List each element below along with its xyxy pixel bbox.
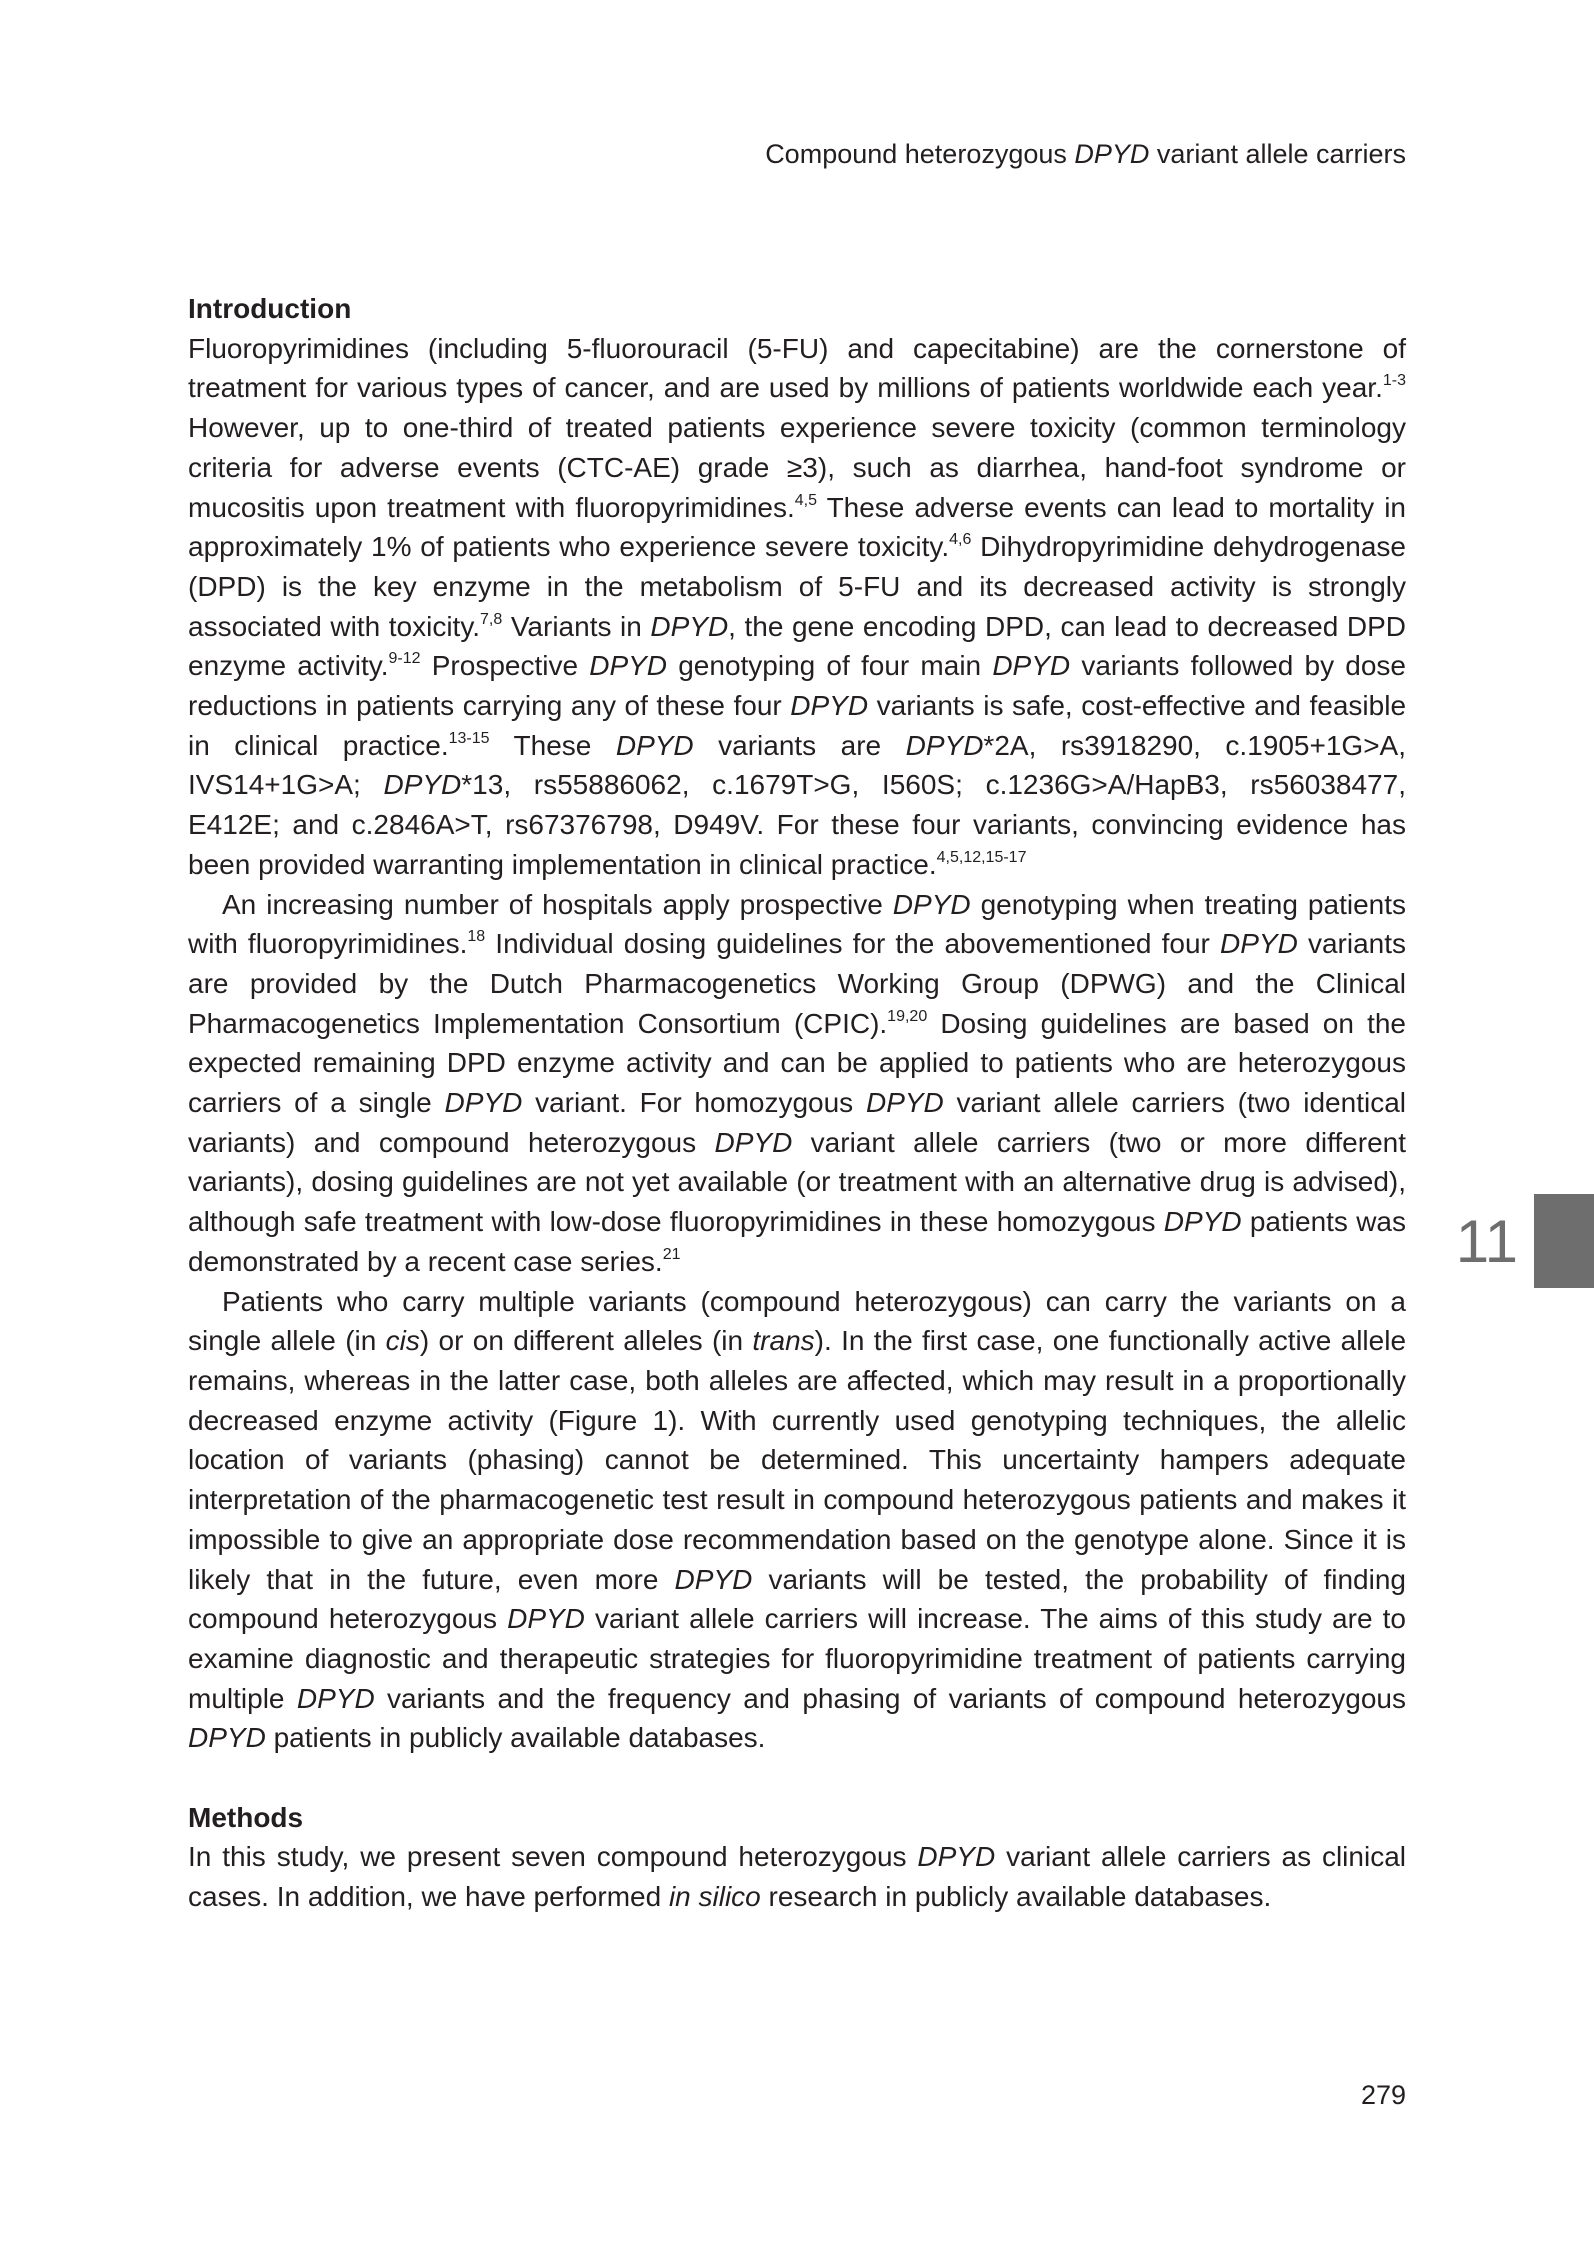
gene-name: DPYD (383, 769, 462, 801)
gene-name: DPYD (507, 1603, 585, 1635)
section-gap (188, 1758, 1406, 1798)
page-number: 279 (1360, 2080, 1406, 2110)
gene-name: DPYD (714, 1126, 793, 1158)
gene-name: DPYD (589, 650, 668, 682)
gene-name: DPYD (188, 1722, 266, 1754)
paragraph-1: Fluoropyrimidines (including 5-fluorouracil (5-FU) and capecitabine) are the cornerstone of treatment for various types of cancer, and are used by millions of patients worldwide each year.$^{1-3}$ However, up to one-third of treated patients experience severe toxicity (common terminology criteria for adverse events (CTC-AE) grade ≥3), such as diarrhea, hand-foot syndrome or mucositis upon treatment with fluoropyrimidines.$^{4,5}$ These adverse events can lead to mortality in approximately 1% of patients who experience severe toxicity.$^{4,6}$ Dihydropyrimidine dehydrogenase (DPD) is the key enzyme in the metabolism of 5-FU and its decreased activity is strongly associated with toxicity.$^{7,8}$ Variants in DPYD, the gene encoding DPD, can lead to decreased DPD enzyme activity.$^{9-12}$ Prospective DPYD genotyping of four main DPYD variants followed by dose reductions in patients carrying any of these four DPYD variants is safe, cost-effective and feasible in clinical practice.$^{13-15}$ These DPYD variants are DPYD*2A, rs3918290, c.1905+1G>A, IVS14+1G>A; DPYD*13, rs55886062, c.1679T>G, I560S; c.1236G>A/HapB3, rs56038477, E412E; and c.2846A>T, rs67376798, D949V. For these four variants, convincing evidence has been provided warranting implementation in clinical practice.$^{4,5,12,15-17}$ (188, 332, 1407, 880)
running-header: Compound heterozygous DPYD variant allele carriers (765, 139, 1406, 169)
methods-paragraph: In this study, we present seven compound heterozygous DPYD variant allele carriers as clinical cases. In addition, we have performed in silico research in publicly available databases. (188, 1841, 1406, 1913)
gene-name: DPYD (865, 1087, 944, 1119)
paragraph-2: An increasing number of hospitals apply prospective DPYD genotyping when treating patients with fluoropyrimidines.$^{18}$ Individual dosing guidelines for the abovementioned four DPYD variants are provided by the Dutch Pharmacogenetics Working Group (DPWG) and the Clinical Pharmacogenetics Implementation Consortium (CPIC).$^{19,20}$ Dosing guidelines are based on the expected remaining DPD enzyme activity and can be applied to patients who are heterozygous carriers of a single DPYD variant. For homozygous DPYD variant allele carriers (two identical variants) and compound heterozygous DPYD variant allele carriers (two or more different variants), dosing guidelines are not yet available (or treatment with an alternative drug is advised), although safe treatment with low-dose fluoropyrimidines in these homozygous DPYD patients was demonstrated by a recent case series.$^{21}$ (188, 888, 1407, 1277)
gene-name: DPYD (992, 650, 1071, 682)
gene-name: DPYD (892, 888, 971, 920)
chapter-number: 11 (1455, 1208, 1518, 1275)
chapter-tab (1534, 1194, 1594, 1288)
gene-name: DPYD (790, 690, 869, 722)
citation: 4,5 (794, 491, 817, 509)
citation: 18 (467, 928, 486, 946)
gene-name: DPYD (917, 1841, 996, 1873)
gene-name: DPYD (650, 610, 729, 642)
citation: 21 (662, 1245, 681, 1263)
citation: 4,5,12,15-17 (936, 848, 1027, 866)
gene-name: DPYD (1163, 1206, 1242, 1238)
citation: 9-12 (388, 650, 421, 668)
gene-name: DPYD (296, 1682, 375, 1714)
citation: 4,6 (949, 531, 972, 549)
gene-name: DPYD (905, 729, 984, 761)
citation: 7,8 (480, 610, 503, 628)
gene-name: DPYD (615, 729, 694, 761)
citation: 1-3 (1382, 372, 1406, 390)
citation: 13-15 (448, 729, 490, 747)
gene-name: DPYD (1220, 928, 1298, 960)
introduction-heading: Introduction (188, 293, 352, 324)
citation: 19,20 (887, 1007, 928, 1025)
methods-heading: Methods (188, 1801, 304, 1833)
gene-name: DPYD (444, 1087, 523, 1119)
gene-name: DPYD (674, 1563, 753, 1595)
paragraph-3: Patients who carry multiple variants (compound heterozygous) can carry the variants on a single allele (in cis) or on different alleles (in trans). In the first case, one functionally active allele remains, whereas in the latter case, both alleles are affected, which may result in a proportionally decreased enzyme activity (Figure 1). With currently used genotyping techniques, the allelic location of variants (phasing) cannot be determined. This uncertainty hampers adequate interpretation of the pharmacogenetic test result in compound heterozygous patients and makes it impossible to give an appropriate dose recommendation based on the genotype alone. Since it is likely that in the future, even more DPYD variants will be tested, the probability of finding compound heterozygous DPYD variant allele carriers will increase. The aims of this study are to examine diagnostic and therapeutic strategies for fluoropyrimidine treatment of patients carrying multiple DPYD variants and the frequency and phasing of variants of compound heterozygous DPYD patients in publicly available databases. (188, 1285, 1407, 1754)
article-body (188, 289, 1406, 1917)
